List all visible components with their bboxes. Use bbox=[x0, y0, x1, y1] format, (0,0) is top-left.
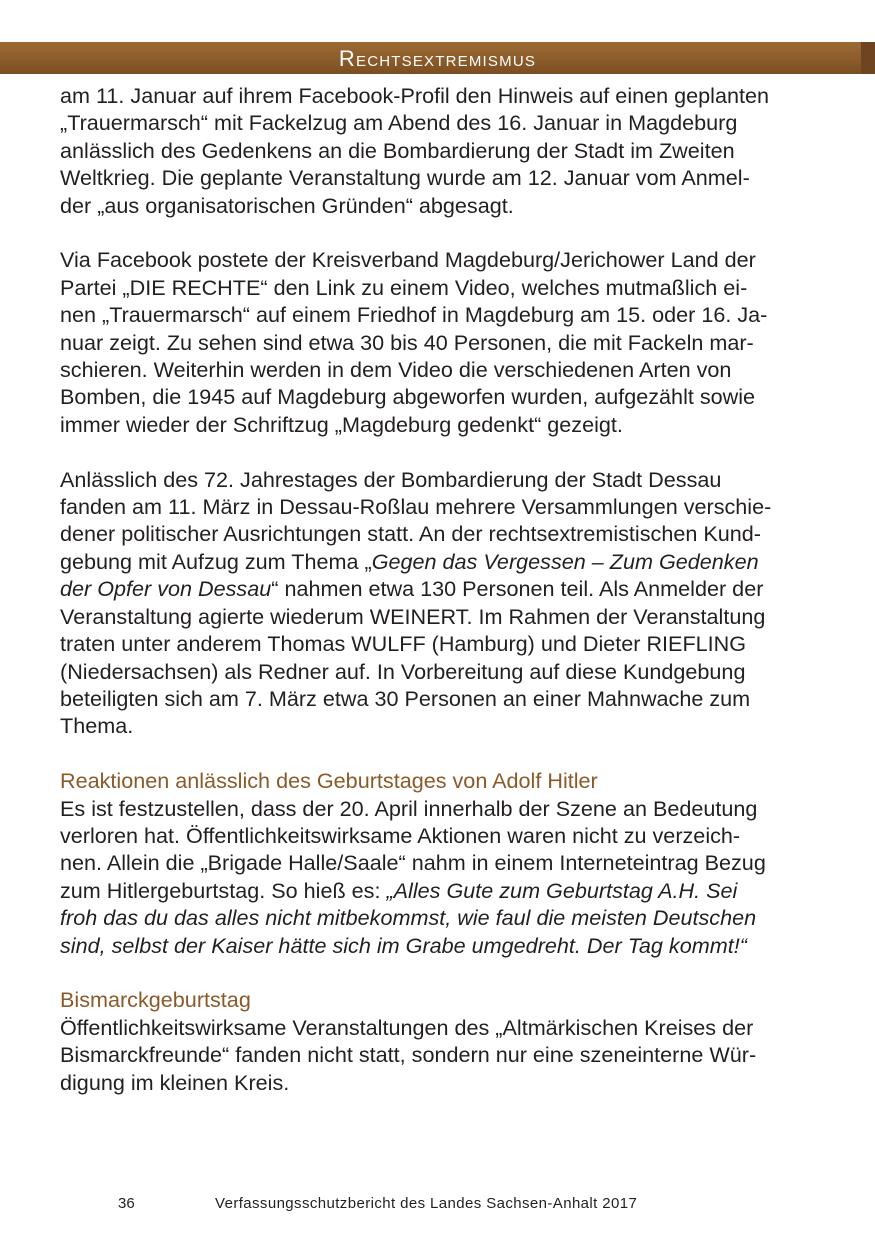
text-line: Veranstaltung agierte wiederum WEINERT. Im Rahmen der Veranstaltung bbox=[60, 603, 766, 629]
text-line: Bismarckfreunde“ fanden nicht statt, sondern nur eine szeneinterne Wür- bbox=[60, 1042, 757, 1068]
footer-publication-title: Verfassungsschutzbericht des Landes Sachsen-Anhalt 2017 bbox=[215, 1195, 638, 1212]
text-line: beteiligten sich am 7. März etwa 30 Personen an einer Mahnwache zum bbox=[60, 685, 751, 711]
text-line: Anlässlich des 72. Jahrestages der Bombardierung der Stadt Dessau bbox=[60, 466, 722, 492]
paragraph-spacer bbox=[60, 740, 820, 767]
text-line: schieren. Weiterhin werden in dem Video die verschiedenen Arten von bbox=[60, 357, 732, 383]
text-line: fanden am 11. März in Dessau-Roßlau mehrere Versammlungen verschie- bbox=[60, 494, 772, 520]
paragraph-bismarck bbox=[60, 1014, 820, 1096]
text-line: Öffentlichkeitswirksame Veranstaltungen des „Altmärkischen Kreises der bbox=[60, 1014, 754, 1040]
italic-quote: Gegen das Vergessen – Zum Gedenken bbox=[371, 548, 759, 574]
italic-quote: froh das du das alles nicht mitbekommst, wie faul die meisten Deutschen bbox=[60, 905, 757, 931]
text-line: “ nahmen etwa 130 Personen teil. Als Anmelder der bbox=[271, 576, 764, 602]
text-line: Bomben, die 1945 auf Magdeburg abgeworfen wurden, aufgezählt sowie bbox=[60, 384, 756, 410]
chapter-title: Rechtsextremismus bbox=[338, 46, 537, 71]
text-line: Via Facebook postete der Kreisverband Magdeburg/Jerichower Land der bbox=[60, 247, 756, 273]
paragraph-dessau bbox=[60, 466, 820, 740]
text-line: immer wieder der Schriftzug „Magdeburg gedenkt“ gezeigt. bbox=[60, 411, 623, 437]
text-line: nuar zeigt. Zu sehen sind etwa 30 bis 40 Personen, die mit Fackeln mar- bbox=[60, 329, 754, 355]
text-line: verloren hat. Öffentlichkeitswirksame Aktionen waren nicht zu verzeich- bbox=[60, 822, 741, 848]
text-line: Thema. bbox=[60, 713, 134, 739]
page-body bbox=[60, 82, 820, 1096]
text-line: digung im kleinen Kreis. bbox=[60, 1069, 290, 1095]
page-footer bbox=[0, 1195, 875, 1217]
text-line: traten unter anderem Thomas WULFF (Hamburg) und Dieter RIEFLING bbox=[60, 631, 747, 657]
text-line: der „aus organisatorischen Gründen“ abgesagt. bbox=[60, 192, 514, 218]
paragraph-spacer bbox=[60, 219, 820, 246]
text-line: nen „Trauermarsch“ auf einem Friedhof in Magdeburg am 15. oder 16. Ja- bbox=[60, 302, 768, 328]
section-heading-bismarck: Bismarckgeburtstag bbox=[60, 987, 251, 1013]
text-line: dener politischer Ausrichtungen statt. An der rechtsextremistischen Kund- bbox=[60, 521, 761, 547]
paragraph-spacer bbox=[60, 438, 820, 465]
italic-quote: „Alles Gute zum Geburtstag A.H. Sei bbox=[386, 877, 738, 903]
italic-quote: der Opfer von Dessau bbox=[60, 576, 272, 602]
text-line: Es ist festzustellen, dass der 20. April innerhalb der Szene an Bedeutung bbox=[60, 795, 758, 821]
section-heading-hitler-birthday: Reaktionen anlässlich des Geburtstages von Adolf Hitler bbox=[60, 768, 598, 794]
paragraph-spacer bbox=[60, 959, 820, 986]
text-line: gebung mit Aufzug zum Thema „ bbox=[60, 548, 372, 574]
page-number: 36 bbox=[118, 1195, 135, 1212]
text-line: Weltkrieg. Die geplante Veranstaltung wurde am 12. Januar vom Anmel- bbox=[60, 165, 750, 191]
text-line: anlässlich des Gedenkens an die Bombardierung der Stadt im Zweiten bbox=[60, 137, 735, 163]
paragraph-fackelzug bbox=[60, 82, 820, 219]
italic-quote: sind, selbst der Kaiser hätte sich im Grabe umgedreht. Der Tag kommt!“ bbox=[60, 932, 747, 958]
paragraph-facebook-video bbox=[60, 246, 820, 438]
paragraph-hitler-birthday bbox=[60, 795, 820, 959]
chapter-header-band bbox=[0, 42, 875, 74]
text-line: Partei „DIE RECHTE“ den Link zu einem Video, welches mutmaßlich ei- bbox=[60, 274, 748, 300]
text-line: „Trauermarsch“ mit Fackelzug am Abend des 16. Januar in Magdeburg bbox=[60, 110, 738, 136]
text-line: nen. Allein die „Brigade Halle/Saale“ nahm in einem Interneteintrag Bezug bbox=[60, 850, 766, 876]
text-line: (Niedersachsen) als Redner auf. In Vorbereitung auf diese Kundgebung bbox=[60, 658, 746, 684]
text-line: am 11. Januar auf ihrem Facebook-Profil den Hinweis auf einen geplanten bbox=[60, 83, 770, 108]
text-line: zum Hitlergeburtstag. So hieß es: bbox=[60, 877, 387, 903]
